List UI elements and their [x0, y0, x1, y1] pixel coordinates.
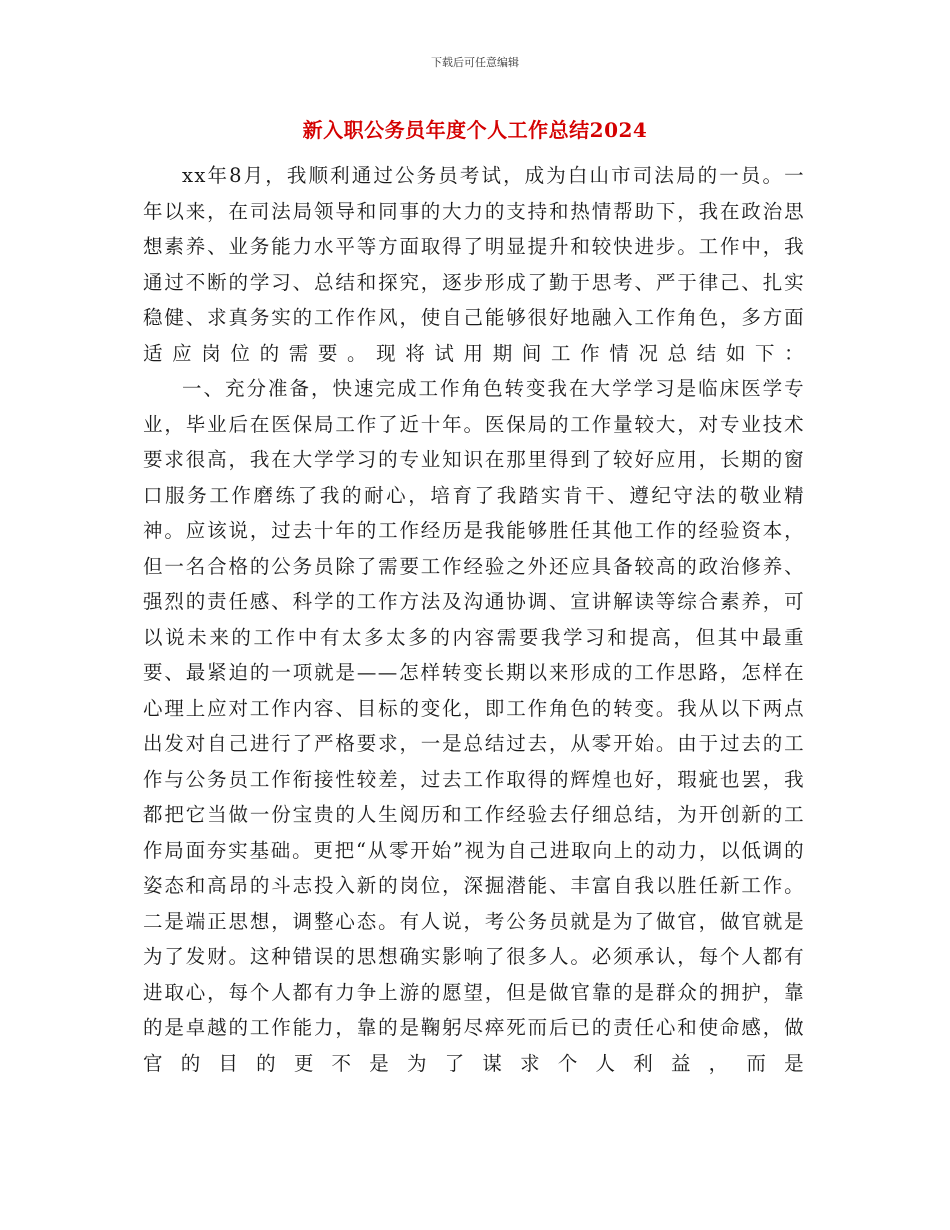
page-header-note: 下载后可任意编辑 [431, 56, 519, 69]
paragraph-section-one: 一、充分准备，快速完成工作角色转变我在大学学习是临床医学专业，毕业后在医保局工作了近十年。医保局的工作量较大，对专业技术要求很高，我在大学学习的专业知识在那里得到了较好应用，长期的窗口服务工作磨练了我的耐心，培育了我踏实肯干、遵纪守法的敬业精神。应该说，过去十年的工作经历是我能够胜任其他工作的经验资本，但一名合格的公务员除了需要工作经验之外还应具备较高的政治修养、强烈的责任感、科学的工作方法及沟通协调、宣讲解读等综合素养，可以说未来的工作中有太多太多的内容需要我学习和提高，但其中最重要、最紧迫的一项就是——怎样转变长期以来形成的工作思路，怎样在心理上应对工作内容、目标的变化，即工作角色的转变。我从以下两点出发对自己进行了严格要求，一是总结过去，从零开始。由于过去的工作与公务员工作衔接性较差，过去工作取得的辉煌也好，瑕疵也罢，我都把它当做一份宝贵的人生阅历和工作经验去仔细总结，为开创新的工作局面夯实基础。更把“从零开始”视为自己进取向上的动力，以低调的姿态和高昂的斗志投入新的岗位，深掘潜能、丰富自我以胜任新工作。二是端正思想，调整心态。有人说，考公务员就是为了做官，做官就是为了发财。这种错误的思想确实影响了很多人。必须承认，每个人都有进取心，每个人都有力争上游的愿望，但是做官靠的是群众的拥护，靠的是卓越的工作能力，靠的是鞠躬尽瘁死而后已的责任心和使命感，做官的目的更不是为了谋求个人利益，而是 [143, 377, 805, 1075]
paragraph-intro: xx年8月，我顺利通过公务员考试，成为白山市司法局的一员。一年以来，在司法局领导和同事的大力的支持和热情帮助下，我在政治思想素养、业务能力水平等方面取得了明显提升和较快进步。工作中，我通过不断的学习、总结和探究，逐步形成了勤于思考、严于律己、扎实稳健、求真务实的工作作风，使自己能够很好地融入工作角色，多方面适应岗位的需要。现将试用期间工作情况总结如下： [143, 164, 805, 365]
document-title: 新入职公务员年度个人工作总结2024 [302, 118, 648, 142]
document-body [143, 158, 805, 1081]
